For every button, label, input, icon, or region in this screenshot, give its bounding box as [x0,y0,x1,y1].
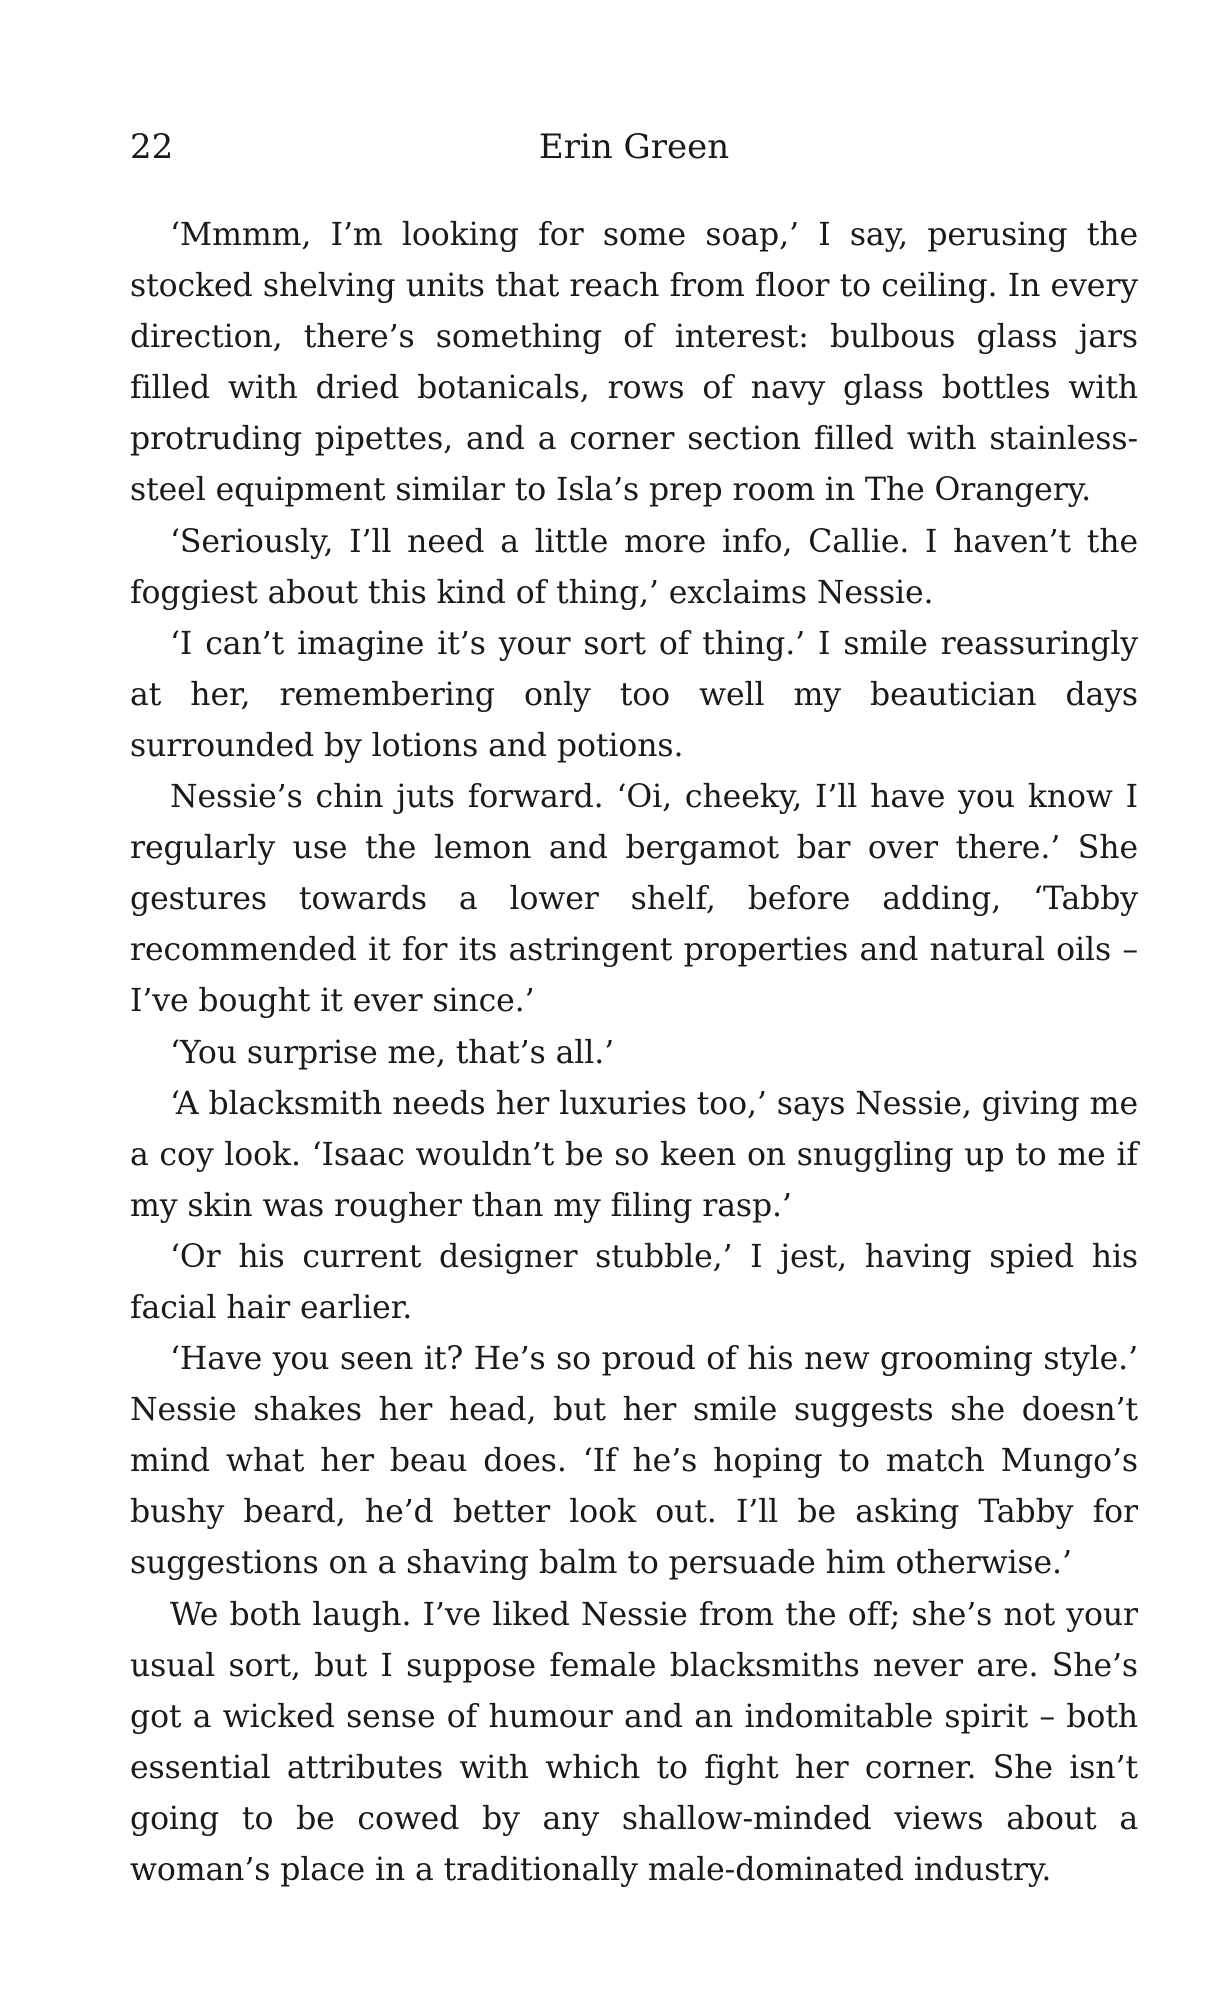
running-title-author: Erin Green [538,127,730,167]
paragraph: ‘Or his current designer stubble,’ I jest, having spied his facial hair earlier. [130,1238,1138,1326]
page-number: 22 [130,127,174,167]
paragraph: Nessie’s chin juts forward. ‘Oi, cheeky, I’ll have you know I regularly use the lemon and bergamot bar over there.’ She gestures towards a lower shelf, before adding, ‘Tabby recommended it for its astringent properties and natural oils – I’ve bought it ever since.’ [130,779,1138,1020]
running-header [130,122,1138,172]
paragraph: We both laugh. I’ve liked Nessie from the off; she’s not your usual sort, but I suppose female blacksmiths never are. She’s got a wicked sense of humour and an indomitable spirit – both essential attributes with which to fight her corner. She isn’t going to be cowed by any shallow-minded views about a woman’s place in a traditionally male-dominated industry. [130,1596,1138,1888]
paragraph: ‘A blacksmith needs her luxuries too,’ says Nessie, giving me a coy look. ‘Isaac wouldn’t be so keen on snuggling up to me if my skin was rougher than my filing rasp.’ [130,1085,1138,1224]
paragraph: ‘Mmmm, I’m looking for some soap,’ I say, perusing the stocked shelving units that reach from floor to ceiling. In every direction, there’s something of interest: bulbous glass jars filled with dried botanicals, rows of navy glass bottles with protruding pipettes, and a corner section filled with stainless-steel equipment similar to Isla’s prep room in The Orangery. [130,217,1138,509]
paragraph: ‘Seriously, I’ll need a little more info, Callie. I haven’t the foggiest about this kind of thing,’ exclaims Nessie. [130,523,1138,611]
body-text [130,210,1138,1896]
paragraph: ‘You surprise me, that’s all.’ [170,1034,615,1071]
paragraph: ‘Have you seen it? He’s so proud of his new grooming style.’ Nessie shakes her head, but her smile suggests she doesn’t mind what her beau does. ‘If he’s hoping to match Mungo’s bushy beard, he’d better look out. I’ll be asking Tabby for suggestions on a shaving balm to persuade him otherwise.’ [130,1341,1138,1582]
paragraph: ‘I can’t imagine it’s your sort of thing.’ I smile reassuringly at her, remembering only too well my beautician days surrounded by lotions and potions. [130,625,1138,764]
